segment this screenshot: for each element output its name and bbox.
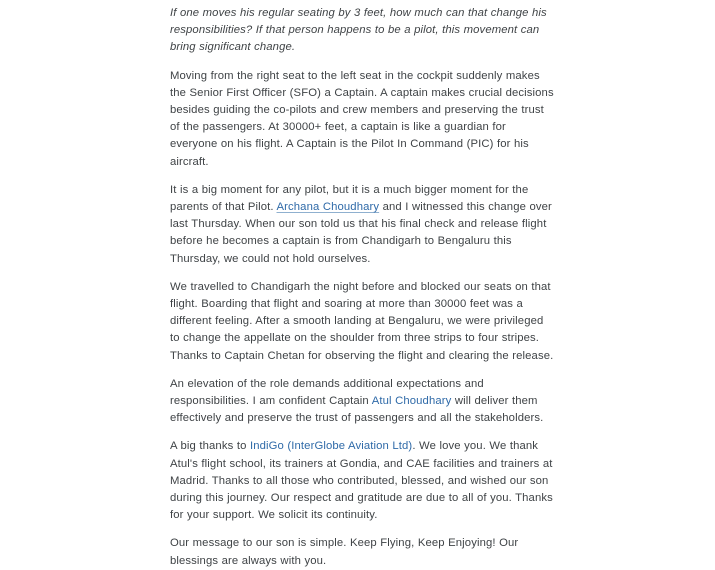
post-body bbox=[170, 0, 555, 570]
paragraph-text: It is a big moment for any pilot, but it is a much bigger moment for the parents of that Pilot. bbox=[170, 183, 529, 214]
paragraph-text: We travelled to Chandigarh the night before and blocked our seats on that flight. Boarding that flight and soaring at more than 30000 feet was a different feeling. After a smooth landing at Bengaluru, we were privileged to change the appellate on the shoulder from three strips to four stripes. Thanks to Captain Chetan for observing the flight and clearing the release. bbox=[170, 280, 554, 362]
paragraph-text: Our message to our son is simple. Keep Flying, Keep Enjoying! Our blessings are always with you. bbox=[170, 537, 519, 567]
paragraph-text: An elevation of the role demands additional expectations and responsibilities. I am confident Captain bbox=[170, 377, 484, 408]
paragraph-captain-role bbox=[170, 68, 555, 171]
paragraph-text: and I witnessed this change over last Thursday. When our son told us that his final check and release flight before he becomes a captain is from Chandigarh to Bengaluru this Thursday, we could not hold ourselves. bbox=[170, 201, 552, 265]
paragraph-thanks bbox=[170, 438, 555, 524]
paragraph-text: will deliver them effectively and preserve the trust of passengers and all the stakeholders. bbox=[170, 395, 544, 425]
paragraph-closing-message bbox=[170, 535, 555, 569]
paragraph-text: Moving from the right seat to the left seat in the cockpit suddenly makes the Senior First Officer (SFO) a Captain. A captain makes crucial decisions besides guiding the co-pilots and crew members and preserving the trust of the passengers. At 30000+ feet, a captain is like a guardian for everyone on his flight. A Captain is the Pilot In Command (PIC) for his aircraft. bbox=[170, 69, 554, 168]
inline-link[interactable]: Atul Choudhary bbox=[371, 395, 452, 408]
paragraph-text: A big thanks to bbox=[170, 440, 250, 453]
inline-link[interactable]: Archana Choudhary bbox=[276, 201, 380, 214]
paragraph-the-flight bbox=[170, 279, 555, 365]
paragraph-text: If one moves his regular seating by 3 feet, how much can that change his responsibilities? If that person happens to be a pilot, this movement can bring significant change. bbox=[170, 7, 547, 54]
inline-link[interactable]: IndiGo (InterGlobe Aviation Ltd) bbox=[249, 440, 413, 453]
paragraph-text: . We love you. We thank Atul's flight school, its trainers at Gondia, and CAE facilities and trainers at Madrid. Thanks to all those who contributed, blessed, and wished our son during this journey. Our respect and gratitude are due to all of you. Thanks for your support. We solicit its continuity. bbox=[170, 440, 553, 522]
paragraph-parents-moment bbox=[170, 182, 555, 268]
paragraph-intro-question bbox=[170, 5, 555, 57]
